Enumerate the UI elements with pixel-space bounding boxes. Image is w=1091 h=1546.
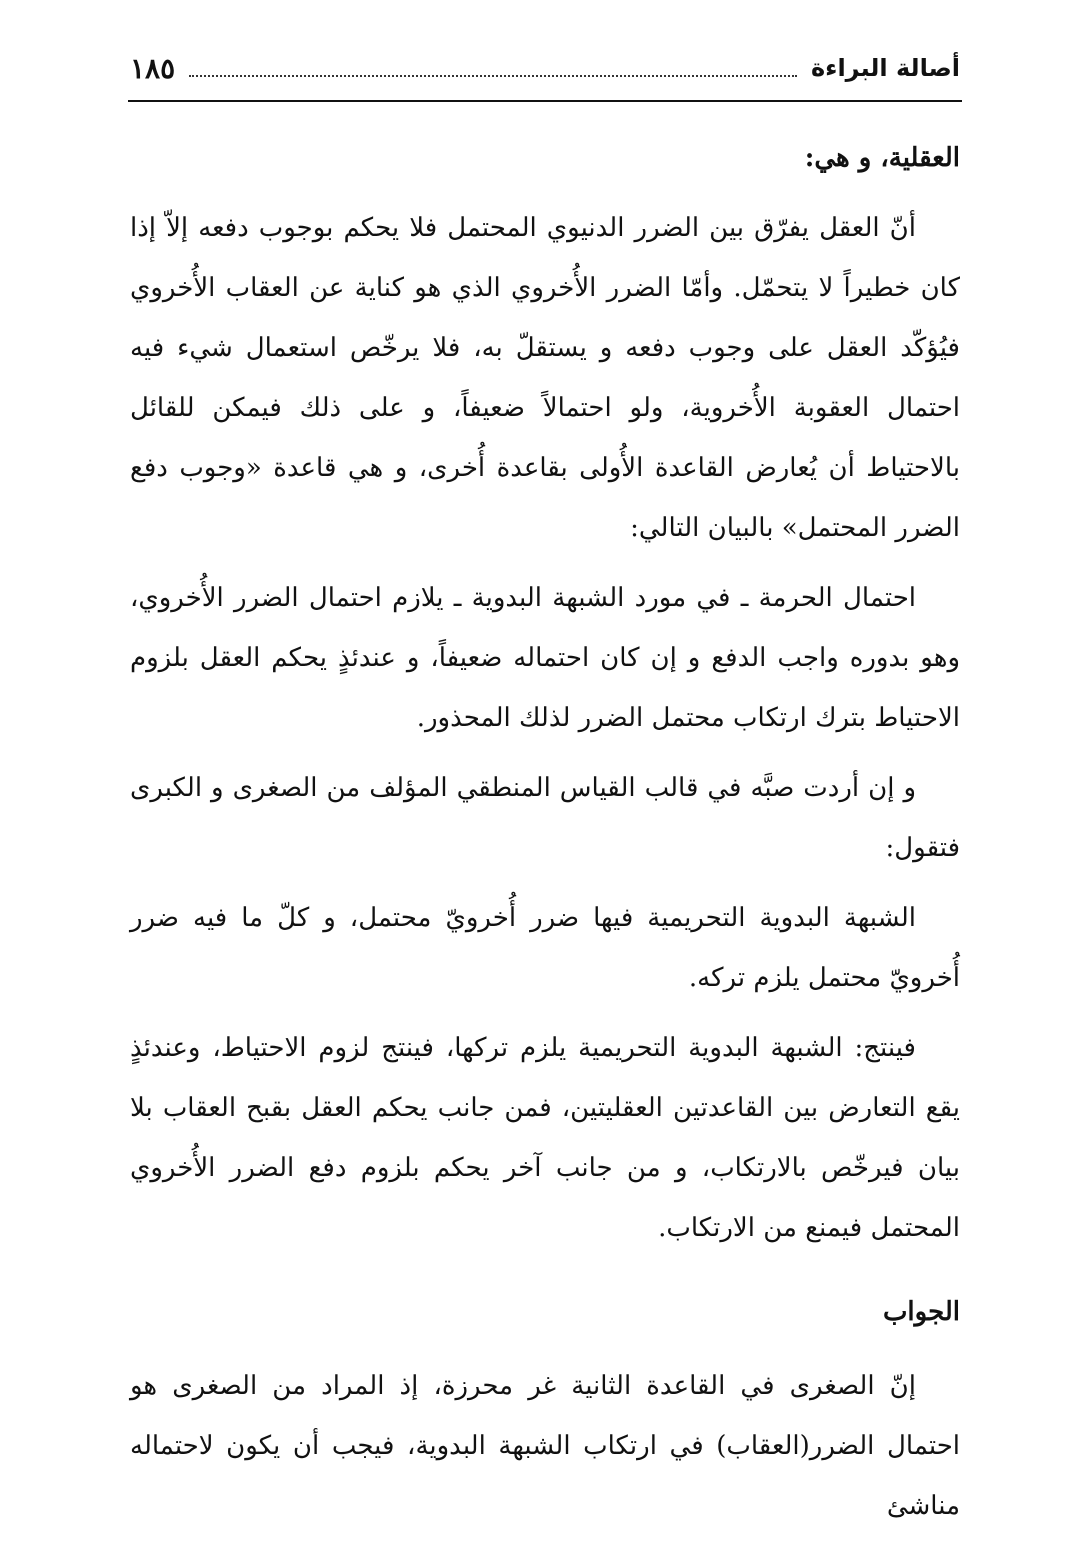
page-number: ١٨٥ bbox=[130, 51, 176, 85]
section-heading: الجواب bbox=[882, 1297, 960, 1327]
paragraph: احتمال الحرمة ـ في مورد الشبهة البدوية ـ يلازم احتمال الضرر الأُخروي، وهو بدوره واجب الدفع و إن كان احتماله ضعيفاً، و عندئذٍ يحكم العقل بلزوم الاحتياط بترك ارتكاب محتمل الضرر لذلك المحذور. bbox=[130, 583, 960, 733]
running-title: أصالة البراءة bbox=[811, 54, 960, 82]
page-body bbox=[130, 128, 960, 1546]
header-rule bbox=[128, 100, 962, 102]
page-header bbox=[130, 44, 960, 92]
paragraph: إنّ الصغرى في القاعدة الثانية غر محرزة، إذ المراد من الصغرى هو احتمال الضرر(العقاب) في ارتكاب الشبهة البدوية، فيجب أن يكون لاحتماله مناشئ bbox=[130, 1371, 960, 1521]
paragraph: و إن أردت صبَّه في قالب القياس المنطقي المؤلف من الصغرى و الكبرى فتقول: bbox=[130, 773, 960, 863]
paragraph: أنّ العقل يفرّق بين الضرر الدنيوي المحتمل فلا يحكم بوجوب دفعه إلاّ إذا كان خطيراً لا يتحمّل. وأمّا الضرر الأُخروي الذي هو كناية عن العقاب الأُخروي فيُؤكّد العقل على وجوب دفعه و يستقلّ به، فلا يرخّص استعمال شيء فيه احتمال العقوبة الأُخروية، ولو احتمالاً ضعيفاً، و على ذلك فيمكن للقائل بالاحتياط أن يُعارض القاعدة الأُولى بقاعدة أُخرى، و هي قاعدة «وجوب دفع الضرر المحتمل» بالبيان التالي: bbox=[130, 213, 960, 543]
paragraph: فينتج: الشبهة البدوية التحريمية يلزم تركها، فينتج لزوم الاحتياط، وعندئذٍ يقع التعارض بين القاعدتين العقليتين، فمن جانب يحكم العقل بقبح العقاب بلا بيان فيرخّص بالارتكاب، و من جانب آخر يحكم بلزوم دفع الضرر الأُخروي المحتمل فيمنع من الارتكاب. bbox=[130, 1033, 960, 1243]
header-dotted-leader bbox=[189, 75, 797, 77]
paragraph: الشبهة البدوية التحريمية فيها ضرر أُخرويّ محتمل، و كلّ ما فيه ضرر أُخرويّ محتمل يلزم تركه. bbox=[130, 903, 960, 993]
intro-line: العقلية، و هي: bbox=[804, 143, 960, 173]
